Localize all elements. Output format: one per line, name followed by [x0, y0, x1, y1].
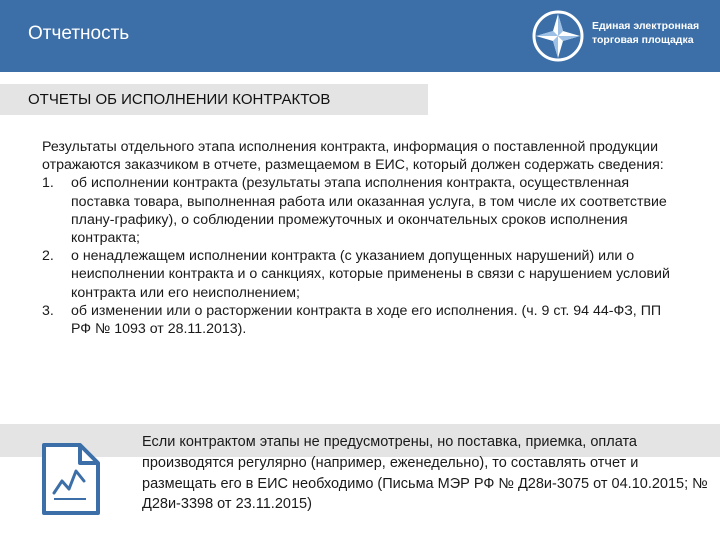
- list-item: [42, 247, 682, 302]
- list-item-number: 1.: [42, 175, 54, 192]
- list-item-text: об исполнении контракта (результаты этапа исполнения контракта, осуществленная поставка товара, выполненная работа или оказанная услуга, в том числе их соответствие плану-графику), о соблюдении промежуточных и окончательных сроков исполнения контракта;: [71, 175, 667, 247]
- logo-text-line-2: торговая площадка: [592, 34, 694, 46]
- list-item-number: 2.: [42, 248, 54, 265]
- logo-text: [592, 19, 710, 47]
- intro-paragraph: Результаты отдельного этапа исполнения контракта, информация о поставленной продукции отражаются заказчиком в отчете, размещаемом в ЕИС, который должен содержать сведения:: [42, 139, 664, 174]
- page-title: Отчетность: [28, 23, 130, 44]
- header-bar: [0, 0, 720, 72]
- list-item-text: об изменении или о расторжении контракта в ходе его исполнения. (ч. 9 ст. 94 44‑ФЗ, ПП РФ № 1093 от 28.11.2013).: [71, 302, 662, 338]
- document-chart-icon: [40, 441, 102, 517]
- section-title: ОТЧЕТЫ ОБ ИСПОЛНЕНИИ КОНТРАКТОВ: [28, 91, 331, 108]
- logo-mark-icon: [530, 8, 588, 64]
- etp-logo: [530, 8, 710, 64]
- section-title-bar: [0, 84, 428, 115]
- requirements-list: [42, 174, 682, 338]
- list-item-number: 3.: [42, 302, 54, 319]
- list-item: [42, 302, 682, 338]
- list-item-text: о ненадлежащем исполнении контракта (с указанием допущенных нарушений) или о неисполнении контракта и о санкциях, которые применены в связи с нарушением условий контракта или его неисполнением;: [71, 248, 670, 301]
- main-text: [42, 138, 682, 338]
- note-text: Если контрактом этапы не предусмотрены, но поставка, приемка, оплата производятся регулярно (например, еженедельно), то составлять отчет и размещать его в ЕИС необходимо (Письма МЭР РФ № Д28и‑3075 от 04.10.2015; № Д28и‑3398 от 23.11.2015): [142, 434, 708, 513]
- logo-text-line-1: Единая электронная: [592, 20, 700, 32]
- list-item: [42, 174, 682, 247]
